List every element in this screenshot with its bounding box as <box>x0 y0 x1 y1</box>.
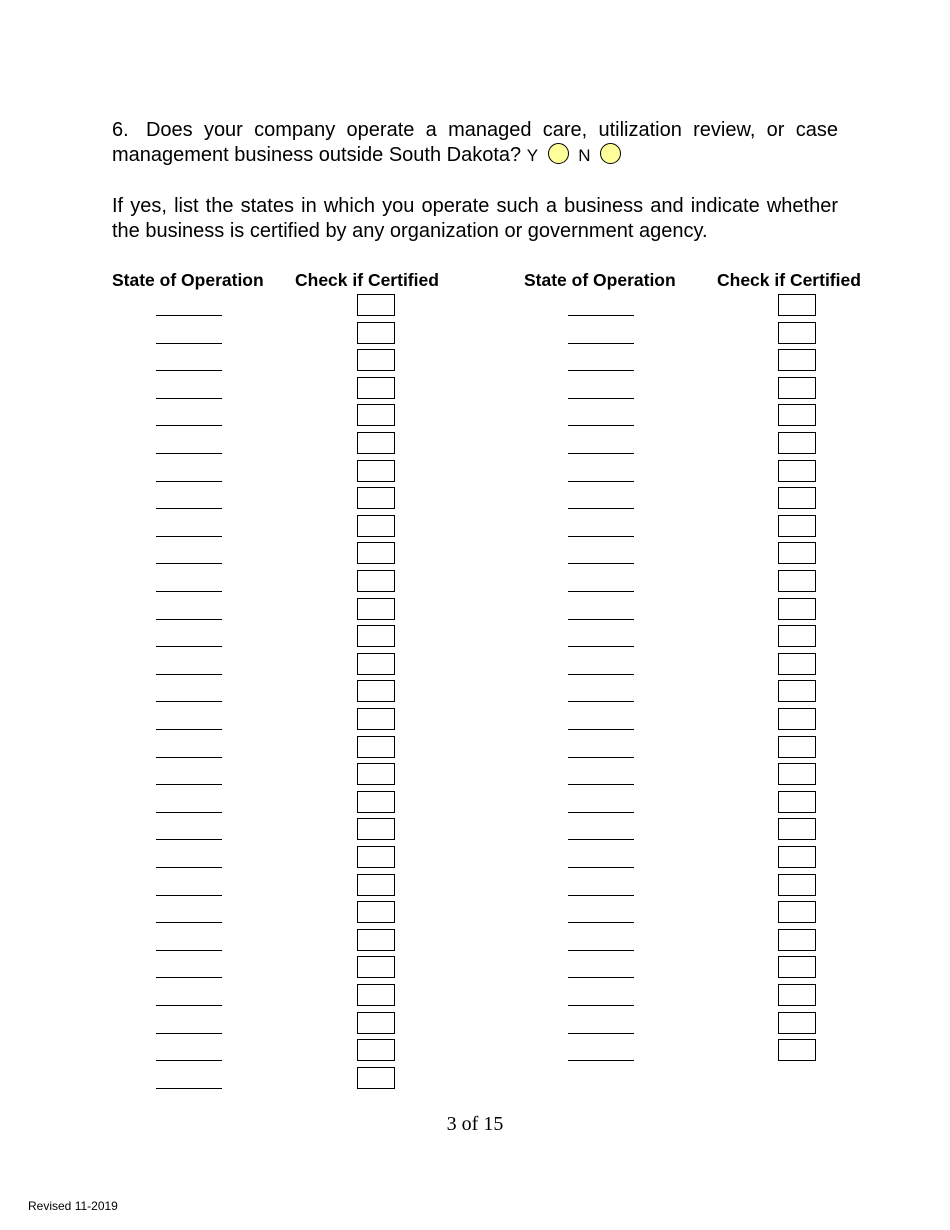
left-state-field-17[interactable] <box>156 757 222 758</box>
left-certified-checkbox-22[interactable] <box>357 874 395 896</box>
left-certified-checkbox-17[interactable] <box>357 736 395 758</box>
left-certified-checkbox-16[interactable] <box>357 708 395 730</box>
instructions-text: If yes, list the states in which you operate such a business and indicate whether the business is certified by any organization or government agency. <box>112 195 838 242</box>
right-certified-checkbox-8[interactable] <box>778 487 816 509</box>
right-certified-checkbox-14[interactable] <box>778 653 816 675</box>
left-state-field-22[interactable] <box>156 895 222 896</box>
question-text: Does your company operate a managed care, utilization review, or case management business outside South Dakota? <box>112 119 838 166</box>
left-certified-checkbox-12[interactable] <box>357 598 395 620</box>
right-certified-checkbox-20[interactable] <box>778 818 816 840</box>
left-certified-checkbox-28[interactable] <box>357 1039 395 1061</box>
question-number: 6. <box>112 119 129 141</box>
left-certified-checkbox-13[interactable] <box>357 625 395 647</box>
right-certified-checkbox-2[interactable] <box>778 322 816 344</box>
right-certified-checkbox-17[interactable] <box>778 736 816 758</box>
right-state-field-27[interactable] <box>568 1033 634 1034</box>
left-certified-checkbox-4[interactable] <box>357 377 395 399</box>
right-certified-checkbox-4[interactable] <box>778 377 816 399</box>
right-state-field-10[interactable] <box>568 563 634 564</box>
right-state-header: State of Operation <box>524 270 676 290</box>
left-certified-checkbox-15[interactable] <box>357 680 395 702</box>
left-certified-checkbox-23[interactable] <box>357 901 395 923</box>
left-certified-checkbox-2[interactable] <box>357 322 395 344</box>
left-state-field-4[interactable] <box>156 398 222 399</box>
right-state-field-13[interactable] <box>568 646 634 647</box>
yes-label: Y <box>526 146 539 165</box>
right-certified-checkbox-25[interactable] <box>778 956 816 978</box>
left-state-field-11[interactable] <box>156 591 222 592</box>
right-certified-checkbox-10[interactable] <box>778 542 816 564</box>
right-certified-checkbox-18[interactable] <box>778 763 816 785</box>
left-state-field-12[interactable] <box>156 619 222 620</box>
right-state-field-7[interactable] <box>568 481 634 482</box>
right-certified-checkbox-12[interactable] <box>778 598 816 620</box>
right-certified-checkbox-26[interactable] <box>778 984 816 1006</box>
right-state-field-20[interactable] <box>568 839 634 840</box>
left-state-header: State of Operation <box>112 270 264 290</box>
left-state-field-27[interactable] <box>156 1033 222 1034</box>
right-certified-checkbox-9[interactable] <box>778 515 816 537</box>
right-state-field-9[interactable] <box>568 536 634 537</box>
right-certified-checkbox-5[interactable] <box>778 404 816 426</box>
right-certified-checkbox-24[interactable] <box>778 929 816 951</box>
left-certified-checkbox-20[interactable] <box>357 818 395 840</box>
right-state-field-4[interactable] <box>568 398 634 399</box>
right-certified-checkbox-21[interactable] <box>778 846 816 868</box>
right-state-field-23[interactable] <box>568 922 634 923</box>
right-state-field-24[interactable] <box>568 950 634 951</box>
left-state-field-10[interactable] <box>156 563 222 564</box>
left-state-field-15[interactable] <box>156 701 222 702</box>
right-certified-checkbox-28[interactable] <box>778 1039 816 1061</box>
left-state-field-14[interactable] <box>156 674 222 675</box>
left-state-field-19[interactable] <box>156 812 222 813</box>
right-certified-checkbox-1[interactable] <box>778 294 816 316</box>
left-certified-checkbox-1[interactable] <box>357 294 395 316</box>
left-certified-checkbox-8[interactable] <box>357 487 395 509</box>
left-state-field-20[interactable] <box>156 839 222 840</box>
left-state-field-5[interactable] <box>156 425 222 426</box>
right-state-field-14[interactable] <box>568 674 634 675</box>
left-state-field-3[interactable] <box>156 370 222 371</box>
left-state-field-7[interactable] <box>156 481 222 482</box>
right-state-field-18[interactable] <box>568 784 634 785</box>
right-certified-checkbox-11[interactable] <box>778 570 816 592</box>
right-state-field-11[interactable] <box>568 591 634 592</box>
left-certified-checkbox-10[interactable] <box>357 542 395 564</box>
right-state-field-25[interactable] <box>568 977 634 978</box>
left-certified-header: Check if Certified <box>295 270 439 290</box>
left-certified-checkbox-29[interactable] <box>357 1067 395 1089</box>
right-state-field-22[interactable] <box>568 895 634 896</box>
left-state-field-1[interactable] <box>156 315 222 316</box>
left-state-field-8[interactable] <box>156 508 222 509</box>
right-state-field-6[interactable] <box>568 453 634 454</box>
right-state-field-1[interactable] <box>568 315 634 316</box>
left-state-field-23[interactable] <box>156 922 222 923</box>
no-radio[interactable] <box>600 143 621 164</box>
right-certified-checkbox-27[interactable] <box>778 1012 816 1034</box>
right-state-field-21[interactable] <box>568 867 634 868</box>
page-number: 3 of 15 <box>446 1113 504 1135</box>
left-certified-checkbox-21[interactable] <box>357 846 395 868</box>
left-certified-checkbox-18[interactable] <box>357 763 395 785</box>
left-certified-checkbox-26[interactable] <box>357 984 395 1006</box>
left-state-field-29[interactable] <box>156 1088 222 1089</box>
right-state-field-17[interactable] <box>568 757 634 758</box>
left-state-field-24[interactable] <box>156 950 222 951</box>
left-certified-checkbox-5[interactable] <box>357 404 395 426</box>
right-state-field-8[interactable] <box>568 508 634 509</box>
left-state-field-6[interactable] <box>156 453 222 454</box>
left-state-field-13[interactable] <box>156 646 222 647</box>
yes-radio[interactable] <box>548 143 569 164</box>
left-certified-checkbox-14[interactable] <box>357 653 395 675</box>
right-state-field-5[interactable] <box>568 425 634 426</box>
right-certified-checkbox-22[interactable] <box>778 874 816 896</box>
right-state-field-26[interactable] <box>568 1005 634 1006</box>
left-state-field-26[interactable] <box>156 1005 222 1006</box>
right-state-field-3[interactable] <box>568 370 634 371</box>
right-certified-checkbox-13[interactable] <box>778 625 816 647</box>
left-certified-checkbox-11[interactable] <box>357 570 395 592</box>
right-state-field-28[interactable] <box>568 1060 634 1061</box>
question-6 <box>112 118 838 168</box>
left-certified-checkbox-7[interactable] <box>357 460 395 482</box>
left-state-field-9[interactable] <box>156 536 222 537</box>
right-state-field-2[interactable] <box>568 343 634 344</box>
left-certified-checkbox-19[interactable] <box>357 791 395 813</box>
left-certified-checkbox-6[interactable] <box>357 432 395 454</box>
left-state-field-2[interactable] <box>156 343 222 344</box>
left-certified-checkbox-3[interactable] <box>357 349 395 371</box>
left-certified-checkbox-25[interactable] <box>357 956 395 978</box>
left-certified-checkbox-24[interactable] <box>357 929 395 951</box>
right-state-field-19[interactable] <box>568 812 634 813</box>
left-state-field-28[interactable] <box>156 1060 222 1061</box>
right-certified-header: Check if Certified <box>717 270 861 290</box>
no-label: N <box>578 146 591 165</box>
right-certified-checkbox-6[interactable] <box>778 432 816 454</box>
left-state-field-25[interactable] <box>156 977 222 978</box>
left-certified-checkbox-9[interactable] <box>357 515 395 537</box>
right-state-field-16[interactable] <box>568 729 634 730</box>
right-certified-checkbox-7[interactable] <box>778 460 816 482</box>
revision-date: Revised 11-2019 <box>28 1199 118 1213</box>
right-certified-checkbox-16[interactable] <box>778 708 816 730</box>
left-state-field-16[interactable] <box>156 729 222 730</box>
right-certified-checkbox-19[interactable] <box>778 791 816 813</box>
left-state-field-18[interactable] <box>156 784 222 785</box>
right-state-field-15[interactable] <box>568 701 634 702</box>
right-certified-checkbox-3[interactable] <box>778 349 816 371</box>
right-certified-checkbox-23[interactable] <box>778 901 816 923</box>
right-certified-checkbox-15[interactable] <box>778 680 816 702</box>
right-state-field-12[interactable] <box>568 619 634 620</box>
left-certified-checkbox-27[interactable] <box>357 1012 395 1034</box>
left-state-field-21[interactable] <box>156 867 222 868</box>
